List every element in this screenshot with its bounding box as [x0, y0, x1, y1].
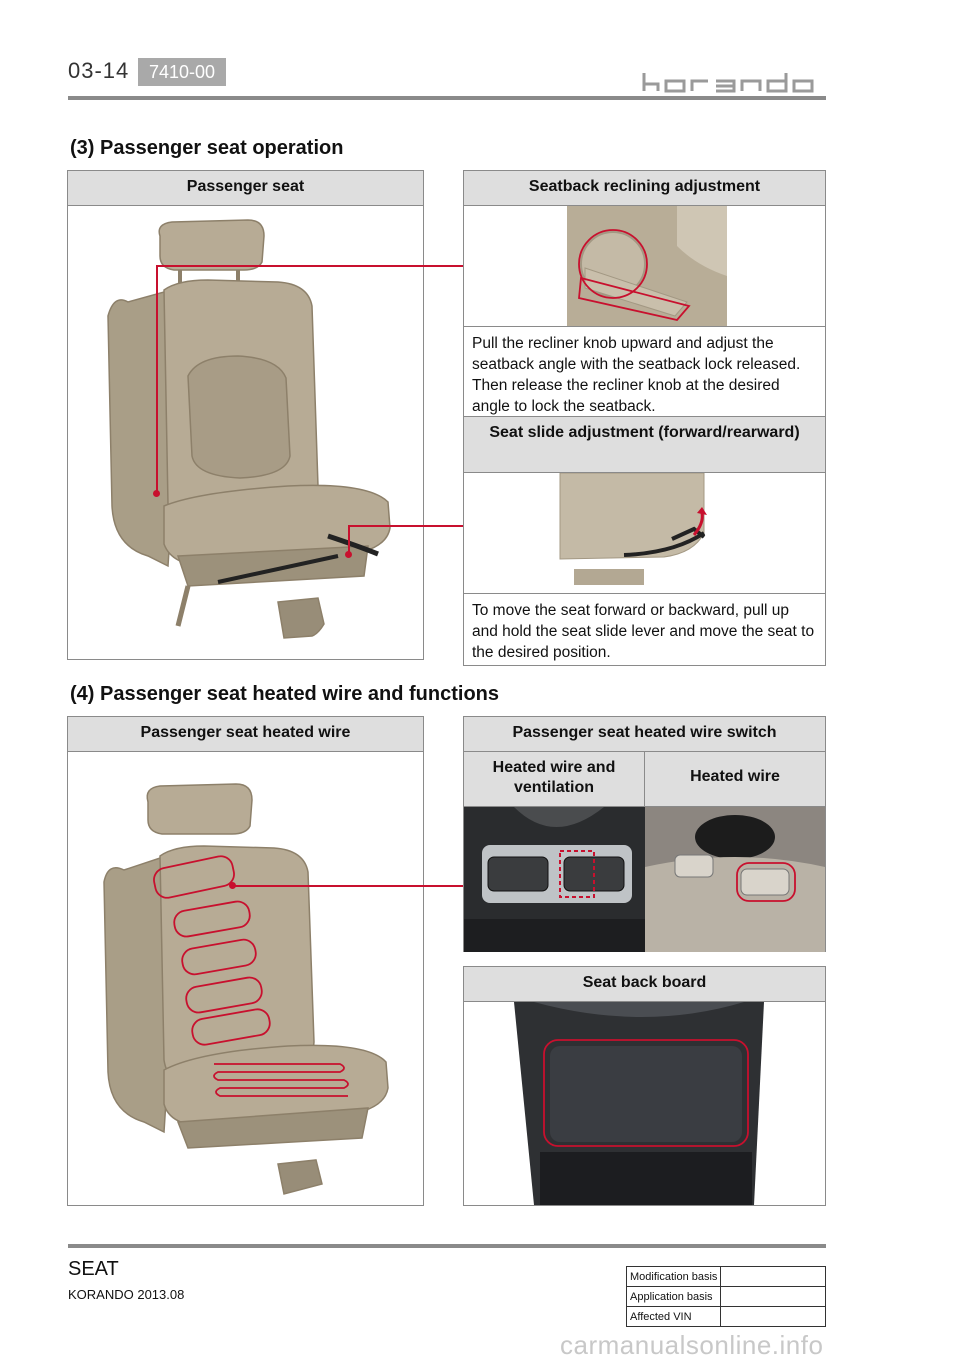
heated-wire-heading: Passenger seat heated wire	[68, 717, 423, 752]
basis-label: Application basis	[627, 1287, 721, 1307]
slide-heading: Seat slide adjustment (forward/rearward)	[464, 417, 825, 473]
header-rule	[68, 96, 826, 100]
basis-value	[721, 1307, 826, 1327]
slide-description: To move the seat forward or backward, pull up and hold the seat slide lever and move the seat to the desired position.	[472, 602, 815, 661]
heated-wire-seat-image	[68, 752, 423, 1204]
basis-table	[626, 1266, 826, 1327]
footer-rule	[68, 1244, 826, 1248]
basis-label: Affected VIN	[627, 1307, 721, 1327]
switch-images	[464, 807, 825, 952]
heated-wire-leader-dot	[229, 882, 236, 889]
recline-leader-dot	[153, 490, 160, 497]
basis-row	[627, 1307, 826, 1327]
ventilation-switch-image	[464, 807, 645, 952]
section-4-title: (4) Passenger seat heated wire and functions	[70, 683, 500, 705]
heated-wire-switch-image	[645, 807, 825, 952]
basis-row	[627, 1267, 826, 1287]
seat-back-board-image	[464, 1002, 825, 1205]
switch-subheader	[464, 752, 825, 807]
seat-back-board-panel	[463, 966, 826, 1206]
basis-value	[721, 1287, 826, 1307]
recline-image-area	[464, 206, 825, 327]
slide-panel	[463, 416, 826, 666]
section-3-title: (3) Passenger seat operation	[70, 137, 344, 159]
footer-section: SEAT	[68, 1258, 119, 1280]
slide-leader-dot	[345, 551, 352, 558]
footer-model: KORANDO 2013.08	[68, 1287, 185, 1302]
seat-back-board-heading: Seat back board	[464, 967, 825, 1002]
slide-leader-line	[348, 525, 463, 527]
basis-value	[721, 1267, 826, 1287]
recline-heading: Seatback reclining adjustment	[464, 171, 825, 206]
recline-panel	[463, 170, 826, 417]
col-heated-wire-ventilation: Heated wire and ventilation	[464, 752, 645, 806]
passenger-seat-panel	[67, 170, 424, 660]
watermark: carmanualsonline.info	[560, 1330, 824, 1360]
panel-heading: Passenger seat	[68, 171, 423, 206]
section-code-badge: 7410-00	[138, 58, 226, 86]
recline-leader-line	[156, 265, 463, 267]
col-heated-wire: Heated wire	[690, 768, 780, 785]
slide-image-area	[464, 473, 825, 594]
recliner-knob-image	[567, 206, 727, 326]
slide-lever-image	[554, 473, 734, 593]
heated-wire-leader-line	[234, 885, 463, 887]
passenger-seat-image	[68, 206, 423, 658]
page-number: 03-14	[68, 58, 130, 83]
recline-description: Pull the recliner knob upward and adjust the seatback angle with the seatback lock released. Then release the recliner knob at the desired angle to lock the seatback.	[472, 335, 801, 415]
recline-leader-drop	[156, 265, 158, 495]
korando-logo	[640, 70, 826, 94]
switch-panel	[463, 716, 826, 952]
heated-wire-panel	[67, 716, 424, 1206]
basis-row	[627, 1287, 826, 1307]
basis-label: Modification basis	[627, 1267, 721, 1287]
switch-heading: Passenger seat heated wire switch	[464, 717, 825, 752]
